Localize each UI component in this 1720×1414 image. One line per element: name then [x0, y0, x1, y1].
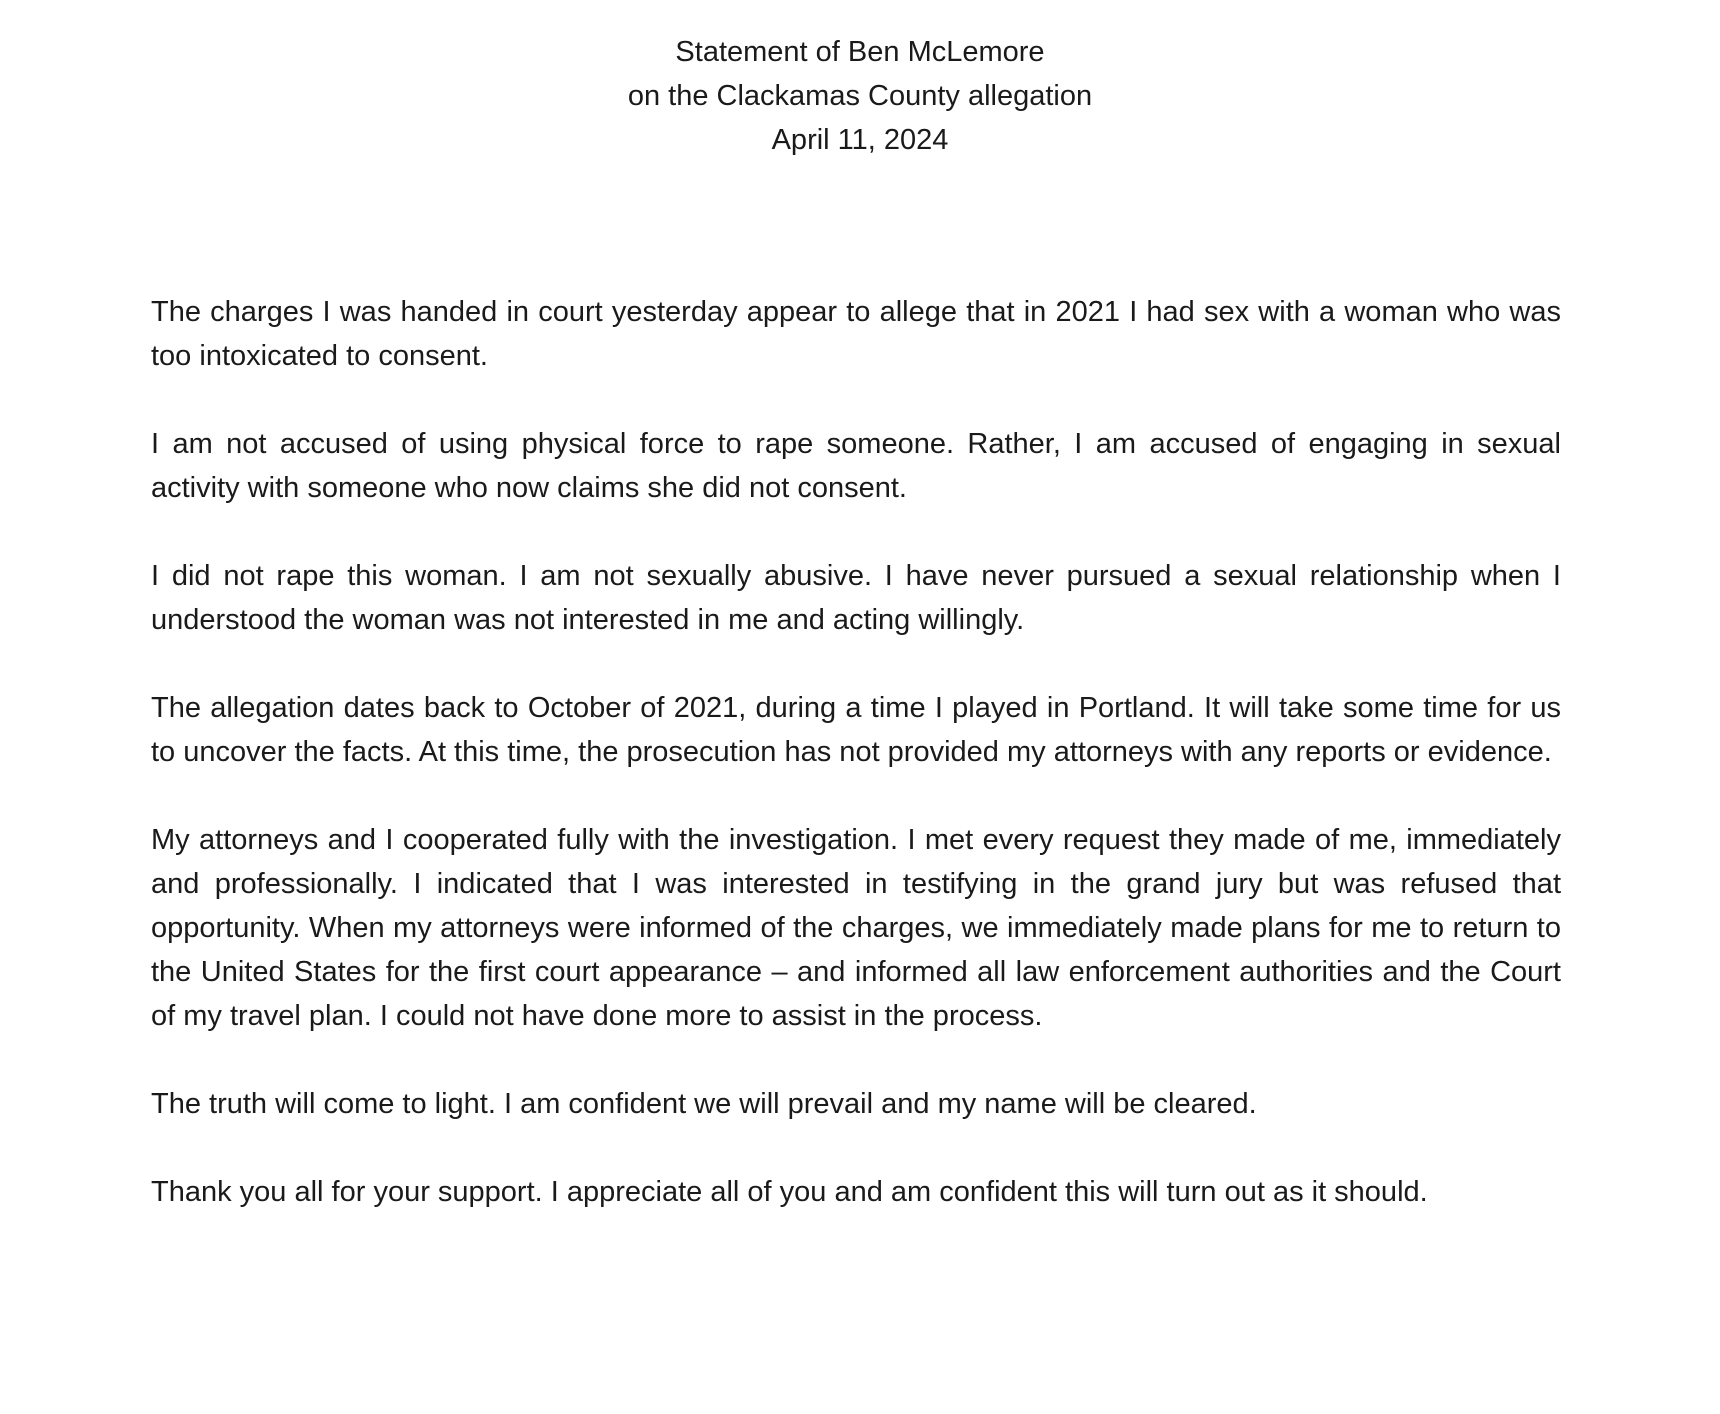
paragraph-thanks: Thank you all for your support. I appreciate all of you and am confident this will turn out as it should. [151, 1176, 1428, 1208]
paragraph-charges: The charges I was handed in court yesterday appear to allege that in 2021 I had sex with a woman who was too intoxicated to consent. [151, 296, 1561, 372]
paragraph-truth: The truth will come to light. I am confident we will prevail and my name will be cleared. [151, 1088, 1257, 1120]
statement-subtitle: on the Clackamas County allegation [627, 80, 1093, 112]
statement-date: April 11, 2024 [771, 124, 949, 156]
statement-body [151, 290, 1561, 1214]
paragraph-allegation-date: The allegation dates back to October of 2021, during a time I played in Portland. It will take some time for us to uncover the facts. At this time, the prosecution has not provided my attorneys with any reports or evidence. [151, 692, 1561, 768]
statement-title: Statement of Ben McLemore [675, 36, 1045, 68]
statement-header [0, 30, 1720, 162]
paragraph-denial: I did not rape this woman. I am not sexually abusive. I have never pursued a sexual relationship when I understood the woman was not interested in me and acting willingly. [151, 560, 1561, 636]
paragraph-accusation: I am not accused of using physical force to rape someone. Rather, I am accused of engaging in sexual activity with someone who now claims she did not consent. [151, 428, 1561, 504]
paragraph-cooperation: My attorneys and I cooperated fully with the investigation. I met every request they made of me, immediately and professionally. I indicated that I was interested in testifying in the grand jury but was refused that opportunity. When my attorneys were informed of the charges, we immediately made plans for me to return to the United States for the first court appearance – and informed all law enforcement authorities and the Court of my travel plan. I could not have done more to assist in the process. [151, 824, 1561, 1032]
